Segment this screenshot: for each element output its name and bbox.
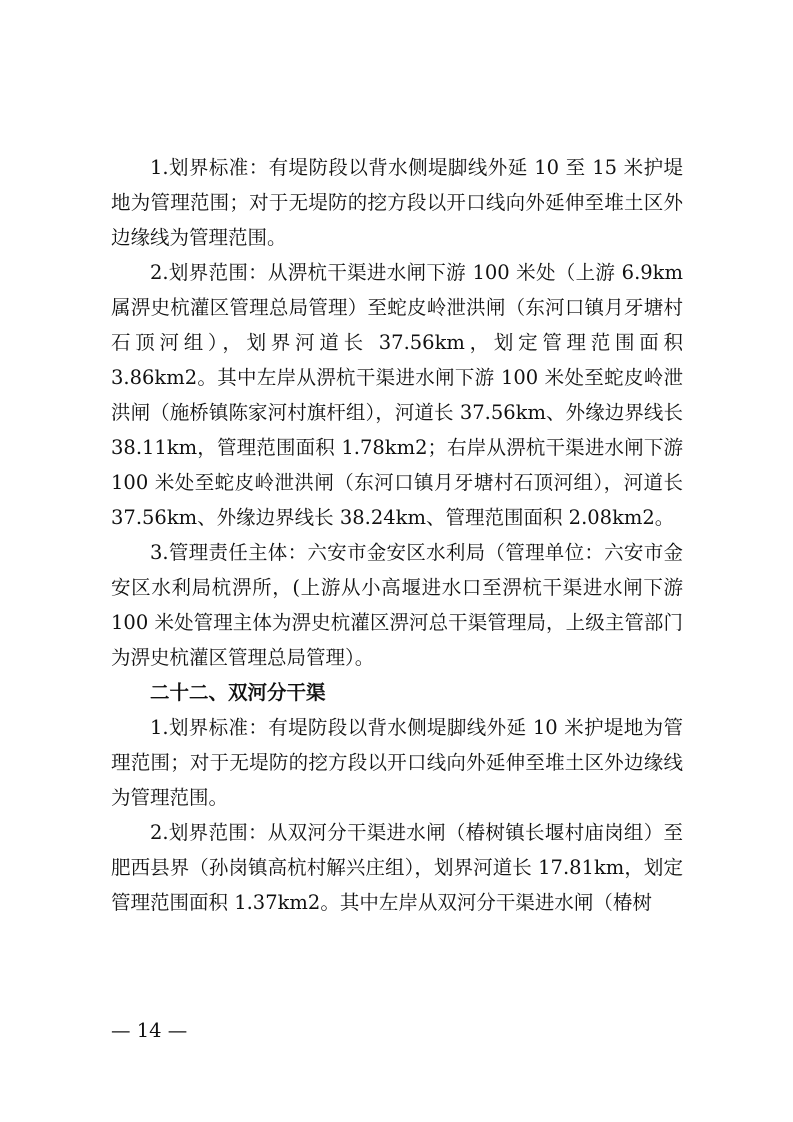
- body-text: [111, 150, 683, 920]
- paragraph-boundary-scope-2: 2.划界范围：从双河分干渠进水闸（椿树镇长堰村庙岗组）至肥西县界（孙岗镇高杭村解兴庄组），划界河道长 17.81km，划定管理范围面积 1.37km2。其中左岸从双河分干渠进水闸（椿树: [111, 821, 683, 914]
- section-heading: 二十二、双河分干渠: [150, 681, 326, 704]
- paragraph-boundary-standard: 1.划界标准：有堤防段以背水侧堤脚线外延 10 至 15 米护堤地为管理范围；对于无堤防的挖方段以开口线向外延伸至堆土区外边缘线为管理范围。: [111, 156, 683, 249]
- paragraph-responsible-party: 3.管理责任主体：六安市金安区水利局（管理单位：六安市金安区水利局杭淠所，(上游从小高堰进水口至淠杭干渠进水闸下游 100 米处管理主体为淠史杭灌区淠河总干渠管理局，上级主管部门为淠史杭灌区管理总局管理）。: [111, 541, 683, 669]
- paragraph-boundary-standard-2: 1.划界标准：有堤防段以背水侧堤脚线外延 10 米护堤地为管理范围；对于无堤防的挖方段以开口线向外延伸至堆土区外边缘线为管理范围。: [111, 716, 683, 809]
- page-number: — 14 —: [111, 1019, 188, 1042]
- paragraph-boundary-scope: 2.划界范围：从淠杭干渠进水闸下游 100 米处（上游 6.9km 属淠史杭灌区管理总局管理）至蛇皮岭泄洪闸（东河口镇月牙塘村石顶河组），划界河道长 37.56km，划定管理范围面积 3.86km2。其中左岸从淠杭干渠进水闸下游 100 米处至蛇皮岭泄洪闸（施桥镇陈家河村旗杆组），河道长 37.56km、外缘边界线长 38.11km，管理范围面积 1.78km2；右岸从淠杭干渠进水闸下游 100 米处至蛇皮岭泄洪闸（东河口镇月牙塘村石顶河组），河道长 37.56km、外缘边界线长 38.24km、管理范围面积 2.08km2。: [111, 261, 683, 529]
